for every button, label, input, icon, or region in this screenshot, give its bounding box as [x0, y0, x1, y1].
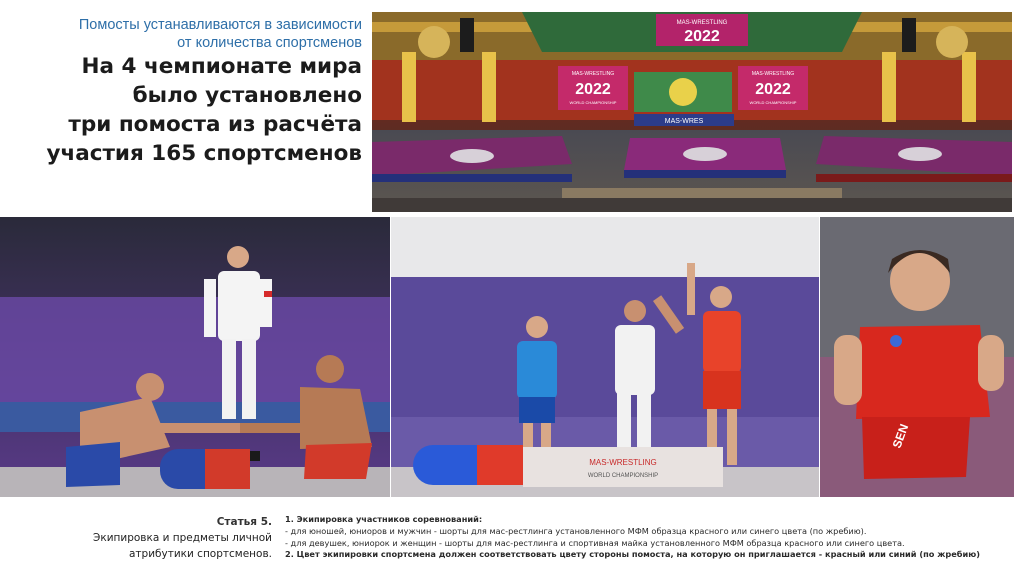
- headline-line: На 4 чемпионате мира: [81, 54, 362, 79]
- banner-right-year: 2022: [755, 81, 791, 98]
- platform-center: [624, 138, 786, 178]
- banner-left-top: MAS-WRESTLING: [571, 71, 615, 77]
- winner-illustration: [391, 217, 819, 497]
- arena-illustration: [372, 12, 1012, 212]
- article-line: атрибутики спортсменов.: [129, 548, 272, 560]
- platform-left: [372, 136, 572, 182]
- subtitle: [2, 16, 362, 52]
- article-caption: [0, 514, 272, 562]
- bout-illustration: [0, 217, 390, 497]
- banner-left-year: 2022: [575, 81, 611, 98]
- athlete-photo: [820, 217, 1014, 497]
- subtitle-line: от количества спортсменов: [177, 35, 362, 51]
- rules-text: [285, 514, 1020, 561]
- platform-right: [816, 136, 1012, 182]
- banner-right-sub: WORLD CHAMPIONSHIP: [749, 100, 797, 105]
- table-banner: MAS-WRES: [664, 118, 704, 125]
- header-block: [0, 0, 370, 213]
- rules-item: - для девушек, юниорок и женщин - шорты для мас-рестлинга и спортивная майка установленного МФМ образца красного или синего цвета.: [285, 537, 905, 548]
- rules-heading: 1. Экипировка участников соревнований:: [285, 514, 483, 524]
- athlete-illustration: [820, 217, 1014, 497]
- winner-photo: [391, 217, 819, 497]
- banner-center-year: 2022: [684, 28, 720, 45]
- board-label: MAS-WRESTLING: [589, 458, 657, 467]
- banner-right-top: MAS-WRESTLING: [751, 71, 795, 77]
- subtitle-line: Помосты устанавливаются в зависимости: [78, 17, 362, 33]
- headline: [2, 52, 362, 168]
- banner-center-top: MAS-WRESTLING: [676, 20, 728, 26]
- uniform-text: SEN: [889, 422, 912, 451]
- headline-line: три помоста из расчёта: [68, 112, 362, 137]
- rules-item: - для юношей, юниоров и мужчин - шорты для мас-рестлинга установленного МФМ образца красного или синего цвета (по жребию).: [285, 525, 867, 536]
- headline-line: было установлено: [132, 83, 362, 108]
- article-title: Статья 5.: [216, 516, 272, 528]
- banner-left-sub: WORLD CHAMPIONSHIP: [569, 100, 617, 105]
- bout-photo: [0, 217, 390, 497]
- rules-item: 2. Цвет экипировки спортсмена должен соответствовать цвету стороны помоста, на которую он приглашается - красный или синий (по жребию): [285, 549, 980, 560]
- arena-photo: [372, 12, 1012, 212]
- board-sub: WORLD CHAMPIONSHIP: [587, 473, 659, 479]
- article-line: Экипировка и предметы личной: [93, 532, 272, 544]
- headline-line: участия 165 спортсменов: [46, 141, 362, 166]
